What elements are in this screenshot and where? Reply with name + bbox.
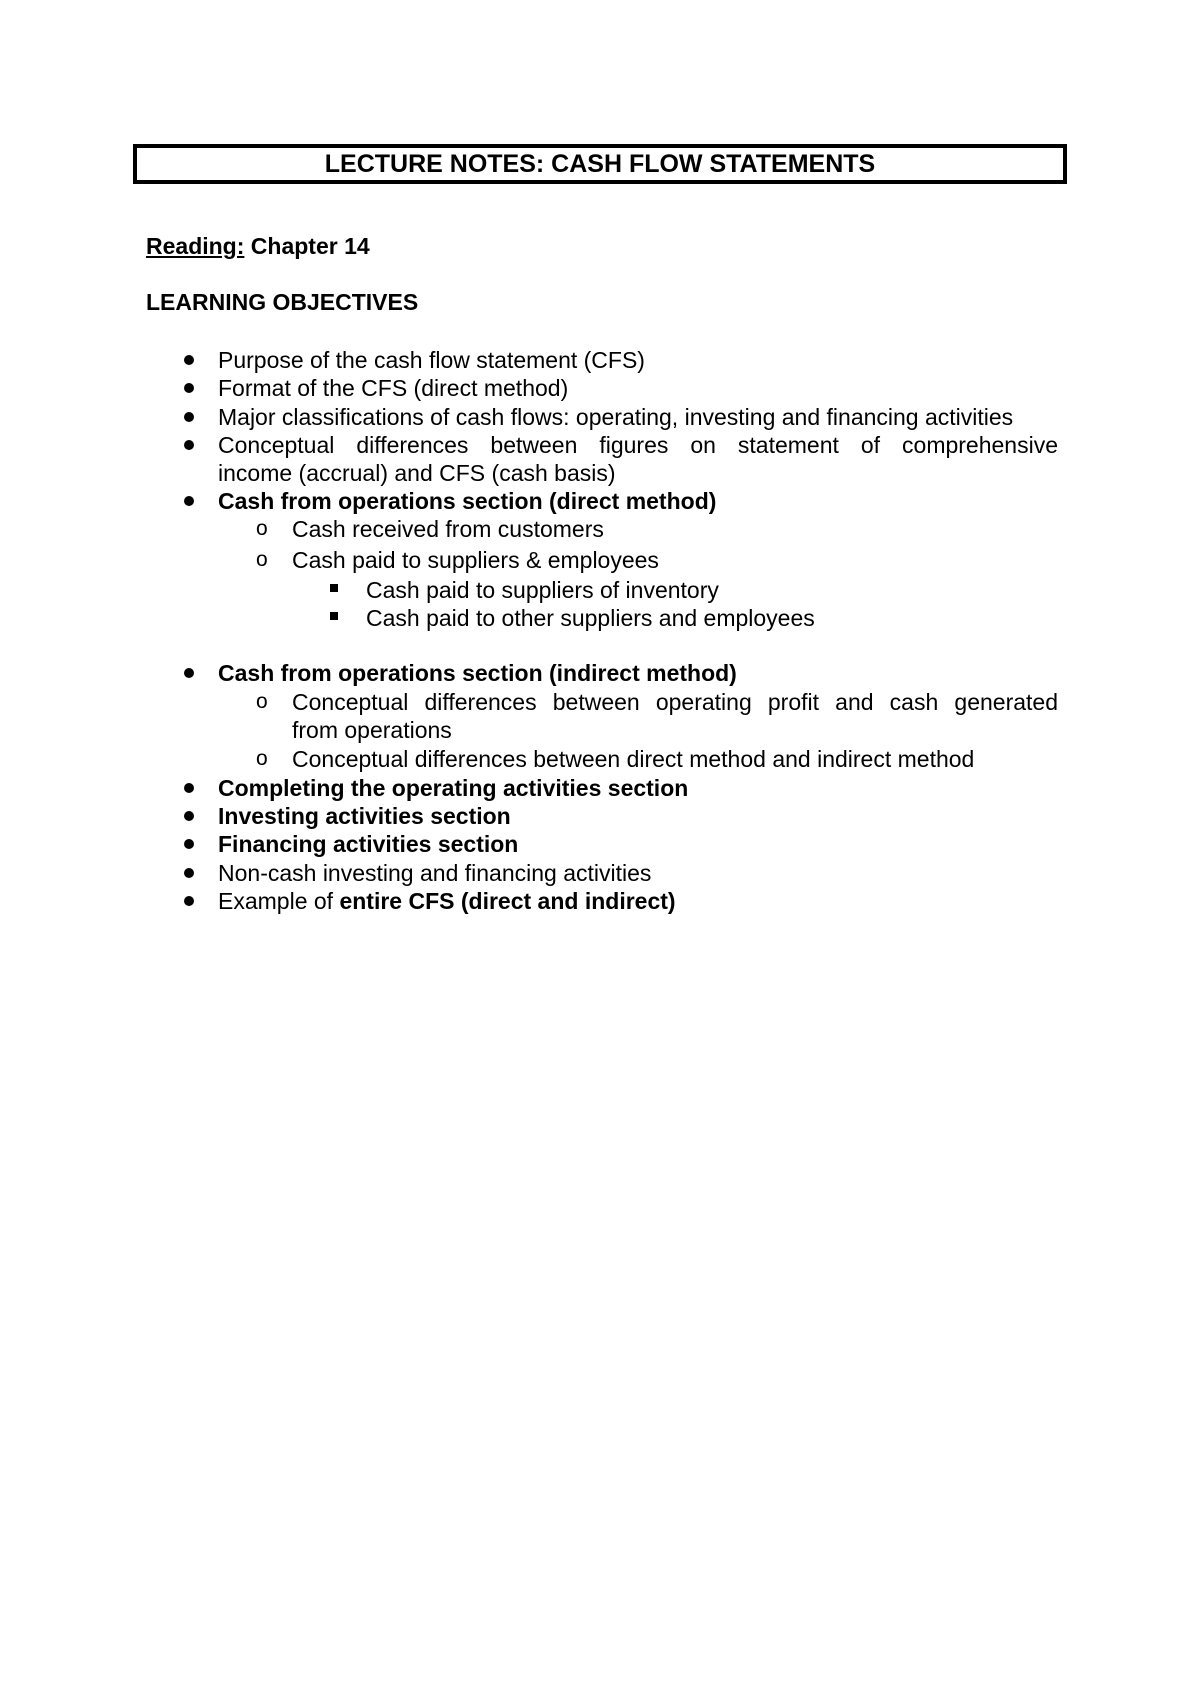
direct-sub-received: Cash received from customers bbox=[292, 516, 604, 542]
sub-bullet-icon: o bbox=[256, 517, 268, 540]
square-bullet-icon bbox=[330, 612, 338, 620]
bullet-icon bbox=[184, 839, 194, 849]
learning-objectives-heading: LEARNING OBJECTIVES bbox=[146, 289, 419, 315]
sub-bullet-icon: o bbox=[256, 690, 268, 713]
example-prefix: Example of bbox=[218, 888, 340, 914]
example-bold: entire CFS (direct and indirect) bbox=[339, 888, 676, 914]
objective-purpose: Purpose of the cash flow statement (CFS) bbox=[218, 347, 645, 373]
bullet-icon bbox=[184, 811, 194, 821]
reading-value: Chapter 14 bbox=[244, 233, 370, 259]
objective-noncash: Non-cash investing and financing activities bbox=[218, 860, 652, 886]
indirect-sub-profit-line1: Conceptual differences between operating profit and cash generated bbox=[292, 689, 1058, 715]
indirect-sub-profit-line2: from operations bbox=[292, 717, 452, 743]
page-title: LECTURE NOTES: CASH FLOW STATEMENTS bbox=[133, 144, 1067, 184]
bullet-icon bbox=[184, 783, 194, 793]
objective-format: Format of the CFS (direct method) bbox=[218, 375, 569, 401]
bullet-icon bbox=[184, 440, 194, 450]
objective-conceptual-line1: Conceptual differences between figures on statement of comprehensive bbox=[218, 432, 1058, 458]
objective-example bbox=[218, 887, 1058, 915]
bullet-icon bbox=[184, 383, 194, 393]
objective-conceptual-line2: income (accrual) and CFS (cash basis) bbox=[218, 460, 616, 486]
bullet-icon bbox=[184, 668, 194, 678]
objective-completing: Completing the operating activities section bbox=[218, 775, 689, 801]
sub-bullet-icon: o bbox=[256, 747, 268, 770]
direct-sub-inventory: Cash paid to suppliers of inventory bbox=[366, 577, 719, 603]
bullet-icon bbox=[184, 896, 194, 906]
bullet-icon bbox=[184, 355, 194, 365]
sub-bullet-icon: o bbox=[256, 548, 268, 571]
bullet-icon bbox=[184, 868, 194, 878]
objective-classifications: Major classifications of cash flows: operating, investing and financing activities bbox=[218, 404, 1014, 430]
objective-direct-method: Cash from operations section (direct method) bbox=[218, 488, 717, 514]
square-bullet-icon bbox=[330, 584, 338, 592]
bullet-icon bbox=[184, 412, 194, 422]
bullet-icon bbox=[184, 496, 194, 506]
reading-label: Reading: bbox=[146, 233, 245, 259]
direct-sub-other: Cash paid to other suppliers and employees bbox=[366, 605, 815, 631]
objective-investing: Investing activities section bbox=[218, 803, 511, 829]
indirect-sub-methods: Conceptual differences between direct method and indirect method bbox=[292, 746, 975, 772]
objective-financing: Financing activities section bbox=[218, 831, 519, 857]
direct-sub-paid: Cash paid to suppliers & employees bbox=[292, 547, 659, 573]
reading-line bbox=[146, 233, 370, 260]
objective-indirect-method: Cash from operations section (indirect method) bbox=[218, 660, 737, 686]
